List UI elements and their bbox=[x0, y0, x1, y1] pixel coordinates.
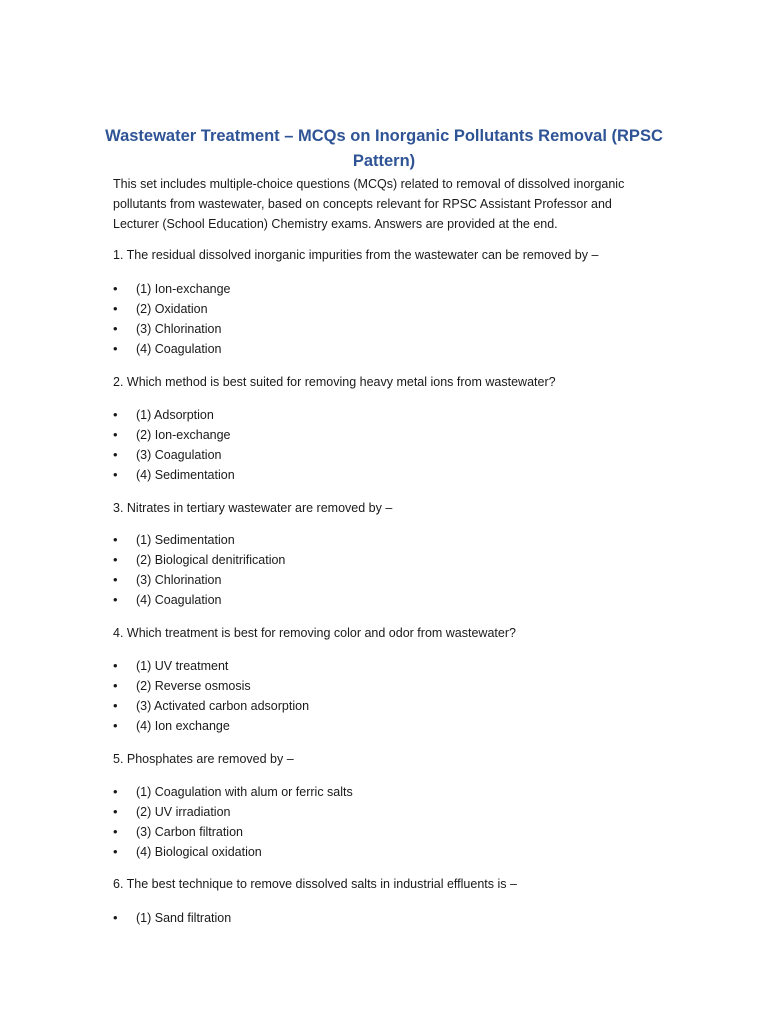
bullet-icon: • bbox=[113, 341, 118, 356]
question-2-options bbox=[113, 405, 613, 485]
bullet-icon: • bbox=[113, 824, 118, 839]
bullet-icon: • bbox=[113, 658, 118, 673]
option-label: (2) Oxidation bbox=[136, 302, 208, 316]
bullet-icon: • bbox=[113, 910, 118, 925]
option-item bbox=[113, 782, 613, 802]
option-label: (3) Activated carbon adsorption bbox=[136, 699, 310, 713]
question-4: 4. Which treatment is best for removing color and odor from wastewater? bbox=[113, 626, 516, 640]
bullet-icon: • bbox=[113, 844, 118, 859]
bullet-icon: • bbox=[113, 784, 118, 799]
option-label: (2) Ion-exchange bbox=[136, 428, 231, 442]
question-3: 3. Nitrates in tertiary wastewater are removed by – bbox=[113, 501, 393, 515]
option-item bbox=[113, 530, 613, 550]
option-label: (1) Adsorption bbox=[136, 408, 214, 422]
bullet-icon: • bbox=[113, 572, 118, 587]
option-item bbox=[113, 676, 613, 696]
bullet-icon: • bbox=[113, 718, 118, 733]
question-4-options bbox=[113, 656, 613, 736]
bullet-icon: • bbox=[113, 467, 118, 482]
option-item bbox=[113, 445, 613, 465]
bullet-icon: • bbox=[113, 698, 118, 713]
option-item bbox=[113, 822, 613, 842]
bullet-icon: • bbox=[113, 321, 118, 336]
bullet-icon: • bbox=[113, 552, 118, 567]
bullet-icon: • bbox=[113, 804, 118, 819]
option-item bbox=[113, 716, 613, 736]
option-item bbox=[113, 405, 613, 425]
option-item bbox=[113, 339, 613, 359]
option-item bbox=[113, 570, 613, 590]
question-1-options bbox=[113, 279, 613, 359]
bullet-icon: • bbox=[113, 592, 118, 607]
option-label: (1) UV treatment bbox=[136, 659, 229, 673]
option-label: (4) Coagulation bbox=[136, 593, 222, 607]
option-label: (1) Ion-exchange bbox=[136, 282, 231, 296]
option-item bbox=[113, 319, 613, 339]
option-item bbox=[113, 656, 613, 676]
option-item bbox=[113, 696, 613, 716]
option-label: (3) Chlorination bbox=[136, 322, 222, 336]
option-item bbox=[113, 465, 613, 485]
bullet-icon: • bbox=[113, 301, 118, 316]
question-3-options bbox=[113, 530, 613, 610]
option-item bbox=[113, 908, 613, 928]
bullet-icon: • bbox=[113, 447, 118, 462]
question-6: 6. The best technique to remove dissolved salts in industrial effluents is – bbox=[113, 877, 517, 891]
option-label: (3) Carbon filtration bbox=[136, 825, 243, 839]
option-label: (1) Sedimentation bbox=[136, 533, 235, 547]
option-label: (4) Ion exchange bbox=[136, 719, 230, 733]
option-item bbox=[113, 590, 613, 610]
bullet-icon: • bbox=[113, 678, 118, 693]
question-2: 2. Which method is best suited for removing heavy metal ions from wastewater? bbox=[113, 375, 556, 389]
question-1: 1. The residual dissolved inorganic impurities from the wastewater can be removed by – bbox=[113, 248, 599, 262]
option-label: (4) Coagulation bbox=[136, 342, 222, 356]
option-label: (3) Chlorination bbox=[136, 573, 222, 587]
option-label: (2) Biological denitrification bbox=[136, 553, 286, 567]
question-5-options bbox=[113, 782, 613, 862]
option-item bbox=[113, 299, 613, 319]
bullet-icon: • bbox=[113, 427, 118, 442]
option-item bbox=[113, 279, 613, 299]
option-label: (2) Reverse osmosis bbox=[136, 679, 251, 693]
option-label: (4) Sedimentation bbox=[136, 468, 235, 482]
option-label: (2) UV irradiation bbox=[136, 805, 231, 819]
option-item bbox=[113, 425, 613, 445]
option-item bbox=[113, 802, 613, 822]
bullet-icon: • bbox=[113, 532, 118, 547]
bullet-icon: • bbox=[113, 407, 118, 422]
option-label: (4) Biological oxidation bbox=[136, 845, 262, 859]
question-5: 5. Phosphates are removed by – bbox=[113, 752, 294, 766]
option-label: (3) Coagulation bbox=[136, 448, 222, 462]
option-item bbox=[113, 550, 613, 570]
document-title: Wastewater Treatment – MCQs on Inorganic Pollutants Removal (RPSC Pattern) bbox=[105, 127, 663, 170]
option-item bbox=[113, 842, 613, 862]
intro-paragraph: This set includes multiple-choice questions (MCQs) related to removal of dissolved inorganic pollutants from wastewater, based on concepts relevant for RPSC Assistant Professor and Lecturer (School Education) Chemistry exams. Answers are provided at the end. bbox=[113, 177, 625, 231]
option-label: (1) Coagulation with alum or ferric salts bbox=[136, 785, 353, 799]
option-label: (1) Sand filtration bbox=[136, 911, 232, 925]
question-6-options bbox=[113, 908, 613, 928]
bullet-icon: • bbox=[113, 281, 118, 296]
